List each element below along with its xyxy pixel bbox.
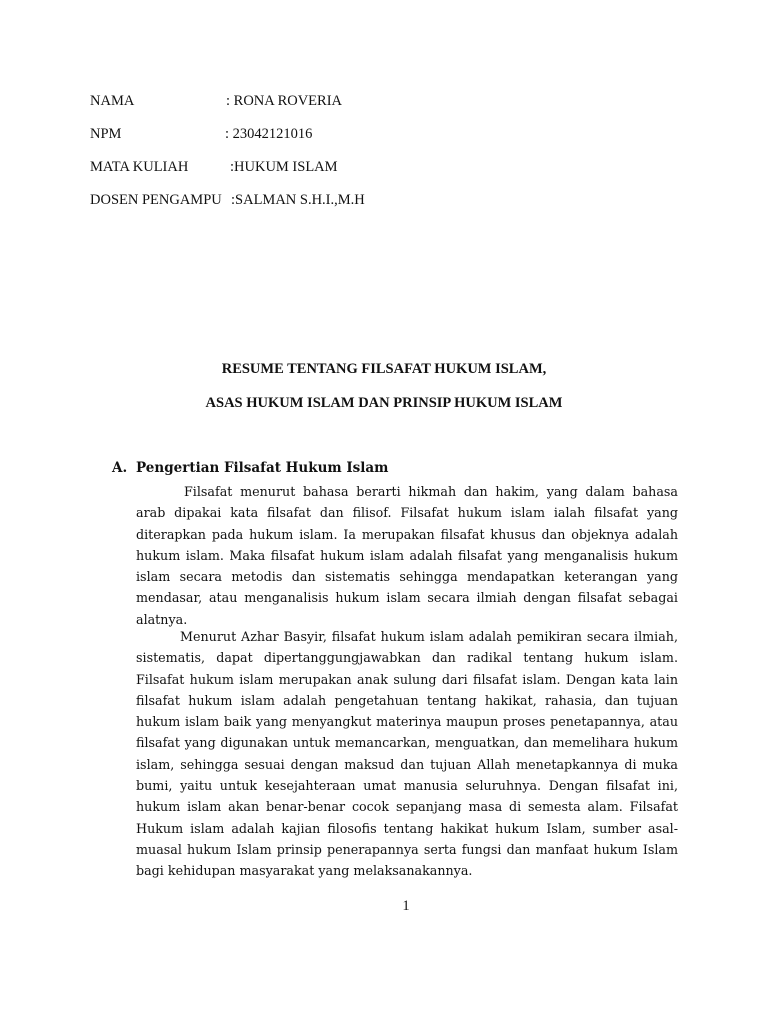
info-value: : RONA ROVERIA [226, 93, 343, 109]
info-label: NPM [90, 126, 122, 142]
paragraph: Menurut Azhar Basyir, filsafat hukum islam adalah pemikiran secara ilmiah, sistematis, dapat dipertanggungjawabkan dan radikal tentang hukum islam. Filsafat hukum islam merupakan anak sulung dari filsafat islam. Dengan kata lain filsafat hukum islam adalah pengetahuan tentang hakikat, rahasia, dan tujuan hukum islam baik yang menyangkut materinya maupun proses penetapannya, atau filsafat yang digunakan untuk memancarkan, menguatkan, dan memelihara hukum islam, sehingga sesuai dengan maksud dan tujuan Allah menetapkannya di muka bumi, yaitu untuk kesejahteraan umat manusia seluruhnya. Dengan filsafat ini, hukum islam akan benar-benar cocok sepanjang masa di semesta alam. Filsafat Hukum islam adalah kajian filosofis tentang hakikat hukum Islam, sumber asal-muasal hukum Islam prinsip penerapannya serta fungsi dan manfaat hukum Islam bagi kehidupan masyarakat yang melaksanakannya. [136, 629, 678, 879]
info-value: : 23042121016 [225, 126, 313, 142]
page-number: 1 [402, 898, 410, 914]
section-heading [112, 460, 388, 476]
section-heading-text: Pengertian Filsafat Hukum Islam [136, 460, 389, 476]
info-label: MATA KULIAH [90, 159, 189, 175]
info-value: :HUKUM ISLAM [230, 159, 338, 175]
document-title-line-2: ASAS HUKUM ISLAM DAN PRINSIP HUKUM ISLAM [205, 395, 563, 411]
info-value: :SALMAN S.H.I.,M.H [231, 192, 365, 208]
document-title-line-1: RESUME TENTANG FILSAFAT HUKUM ISLAM, [221, 361, 547, 377]
info-label: DOSEN PENGAMPU [90, 192, 222, 208]
info-label: NAMA [90, 93, 135, 109]
paragraph: Filsafat menurut bahasa berarti hikmah dan hakim, yang dalam bahasa arab dipakai kata filsafat dan filisof. Filsafat hukum islam ialah filsafat yang diterapkan pada hukum islam. Ia merupakan filsafat khusus dan objeknya adalah hukum islam. Maka filsafat hukum islam adalah filsafat yang menganalisis hukum islam secara metodis dan sistematis sehingga mendapatkan keterangan yang mendasar, atau menganalisis hukum islam secara ilmiah dengan filsafat sebagai alatnya. [136, 484, 678, 627]
section-marker: A. [112, 460, 128, 476]
